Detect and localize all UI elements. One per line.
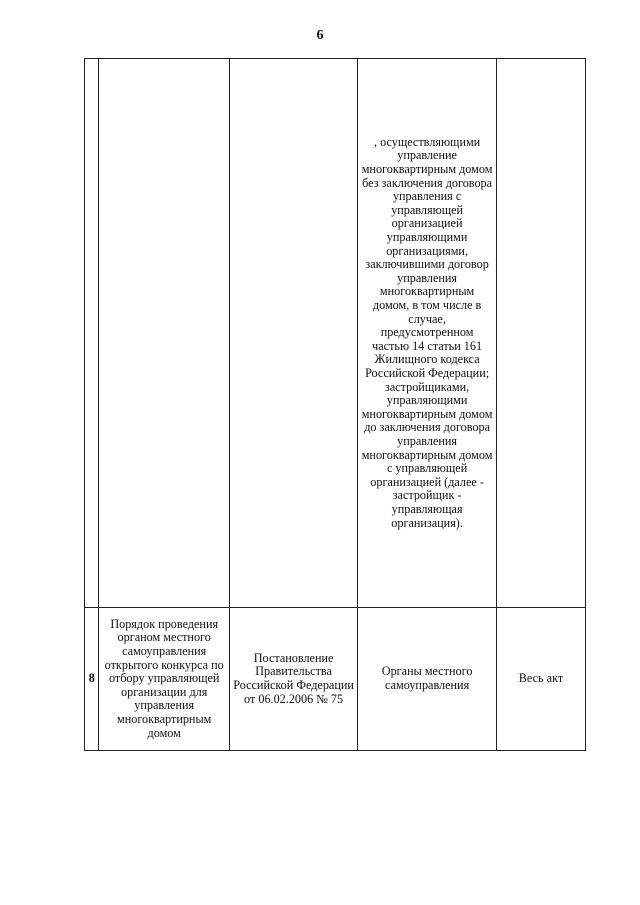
table-row <box>85 608 586 751</box>
row-number-cell: 8 <box>85 608 99 751</box>
requirement-name-cell: Порядок проведения органом местного самоуправления открытого конкурса по отбору управляющей организации для управления многоквартирным домом <box>99 608 229 751</box>
scope-cell: Весь акт <box>496 608 585 751</box>
legal-act-cell: Постановление Правительства Российской Федерации от 06.02.2006 № 75 <box>229 608 357 751</box>
scope-cell <box>496 59 585 608</box>
requirements-table <box>84 58 586 751</box>
table-row <box>85 59 586 608</box>
page-number: 6 <box>316 28 324 43</box>
legal-act-cell <box>229 59 357 608</box>
row-number-cell <box>85 59 99 608</box>
subjects-cell: Органы местного самоуправления <box>358 608 497 751</box>
requirement-name-cell <box>99 59 229 608</box>
subjects-cell: , осуществляющими управление многоквартирным домом без заключения договора управления с управляющей организацией управляющими организациями, заключившими договор управления многоквартирным домом, в том числе в случае, предусмотренном частью 14 статьи 161 Жилищного кодекса Российской Федерации; застройщиками, управляющими многоквартирным домом до заключения договора управления многоквартирным домом с управляющей организацией (далее - застройщик - управляющая организация). <box>358 59 497 608</box>
